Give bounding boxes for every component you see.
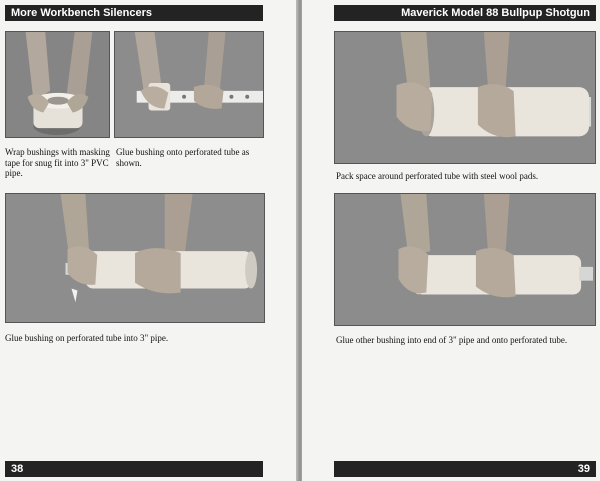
left-header-bar <box>5 5 263 21</box>
right-page <box>302 0 600 481</box>
caption-pack-steel-wool: Pack space around perforated tube with steel wool pads. <box>336 171 539 181</box>
right-page-number: 39 <box>577 463 590 475</box>
caption-glue-other-bushing: Glue other bushing into end of 3" pipe and onto perforated tube. <box>336 335 568 345</box>
left-page-number: 38 <box>11 463 24 475</box>
caption-wrap-bushing: Wrap bushings with masking tape for snug fit into 3" PVC pipe. <box>5 147 110 178</box>
photo-bushing-into-pipe <box>5 193 265 323</box>
photo-glue-bushing-tube <box>114 31 264 138</box>
photo-wrap-bushing <box>5 31 110 138</box>
photo-glue-other-bushing <box>334 193 596 326</box>
left-header-title: More Workbench Silencers <box>11 7 153 19</box>
left-page <box>0 0 298 481</box>
caption-bushing-into-pipe: Glue bushing on perforated tube into 3" pipe. <box>5 333 169 343</box>
right-header-title: Maverick Model 88 Bullpup Shotgun <box>401 7 590 19</box>
right-footer-bar <box>334 461 596 477</box>
left-footer-bar <box>5 461 263 477</box>
right-header-bar <box>334 5 596 21</box>
photo-pack-steel-wool <box>334 31 596 164</box>
caption-glue-bushing-tube: Glue bushing onto perforated tube as shown. <box>116 147 250 168</box>
